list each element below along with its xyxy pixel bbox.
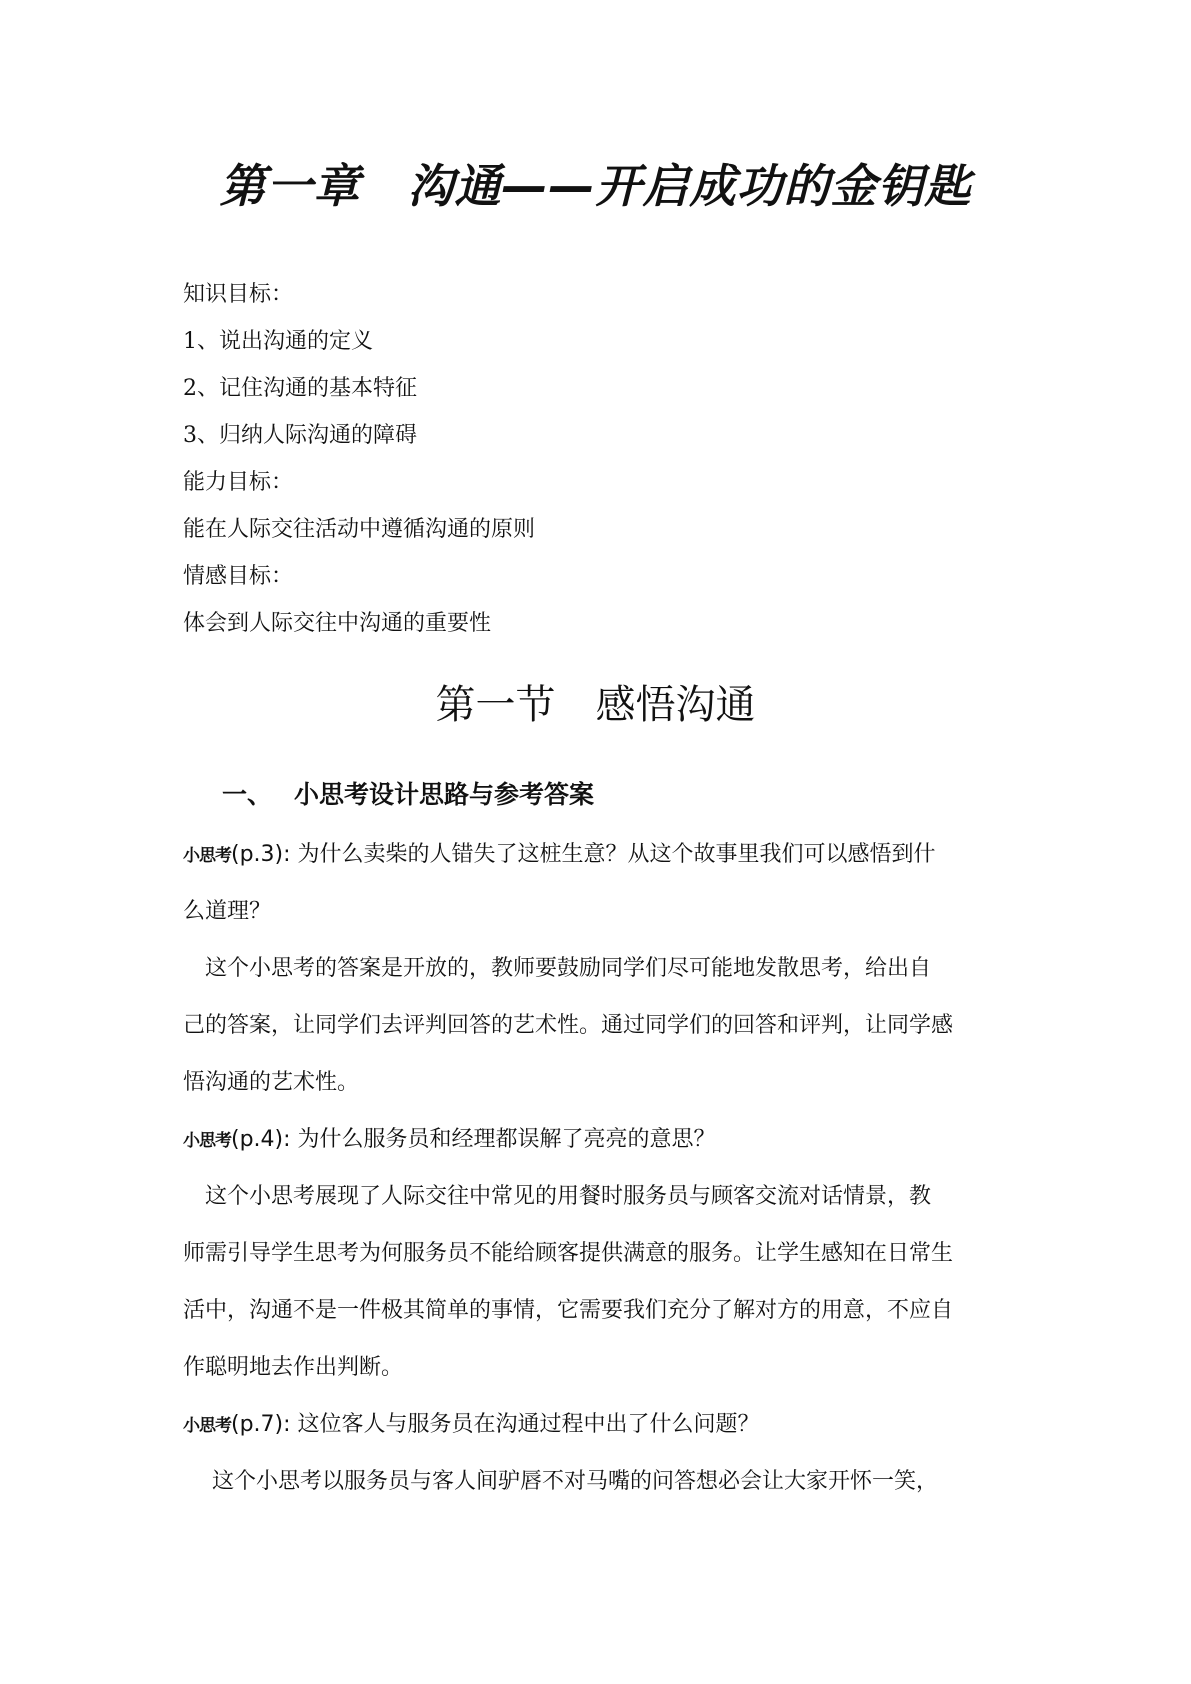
objective-line: 知识目标： (183, 282, 294, 307)
objective-line: 1、说出沟通的定义 (183, 329, 373, 354)
answer-line: 这个小思考以服务员与客人间驴唇不对马嘴的问答想必会让大家开怀一笑， (183, 1469, 938, 1494)
section-title: 第一节 感悟沟通 (435, 682, 756, 728)
answer-line: 活中，沟通不是一件极其简单的事情，它需要我们充分了解对方的用意，不应自 (183, 1298, 954, 1323)
answer-line: 这个小思考展现了人际交往中常见的用餐时服务员与顾客交流对话情景，教 (183, 1184, 932, 1209)
question-text: 这位客人与服务员在沟通过程中出了什么问题？ (290, 1412, 760, 1437)
objective-line: 情感目标： (183, 564, 294, 589)
sub-heading-number: 一、 (222, 780, 273, 809)
objective-line: 2、记住沟通的基本特征 (183, 376, 417, 401)
answer-line: 作聪明地去作出判断。 (183, 1355, 404, 1380)
think-tag: 小思考 (183, 846, 231, 866)
question-text: 为什么卖柴的人错失了这桩生意？从这个故事里我们可以感悟到什 (290, 842, 936, 867)
objective-line: 体会到人际交往中沟通的重要性 (183, 611, 492, 636)
answer-line: 己的答案，让同学们去评判回答的艺术性。通过同学们的回答和评判，让同学感 (183, 1013, 954, 1038)
objective-line: 3、归纳人际沟通的障碍 (183, 423, 417, 448)
think-tag: 小思考 (183, 1131, 231, 1151)
question-text: 为什么服务员和经理都误解了亮亮的意思？ (290, 1127, 716, 1152)
sub-heading (222, 778, 594, 812)
page-ref: (p.3): (231, 842, 291, 867)
chapter-title: 第一章 沟通——开启成功的金钥匙 (219, 159, 972, 213)
question-text-continued: 么道理？ (183, 899, 272, 924)
objective-line: 能在人际交往活动中遵循沟通的原则 (183, 517, 536, 542)
sub-heading-text: 小思考设计思路与参考答案 (294, 780, 595, 809)
think-tag: 小思考 (183, 1416, 231, 1436)
objective-line: 能力目标： (183, 470, 294, 495)
answer-line: 悟沟通的艺术性。 (183, 1070, 360, 1095)
answer-line: 师需引导学生思考为何服务员不能给顾客提供满意的服务。让学生感知在日常生 (183, 1241, 954, 1266)
think-question (183, 840, 936, 871)
answer-line: 这个小思考的答案是开放的，教师要鼓励同学们尽可能地发散思考，给出自 (183, 956, 932, 981)
think-question (183, 1125, 716, 1156)
page-ref: (p.7): (231, 1412, 291, 1437)
think-question (183, 1410, 760, 1441)
page-ref: (p.4): (231, 1127, 291, 1152)
